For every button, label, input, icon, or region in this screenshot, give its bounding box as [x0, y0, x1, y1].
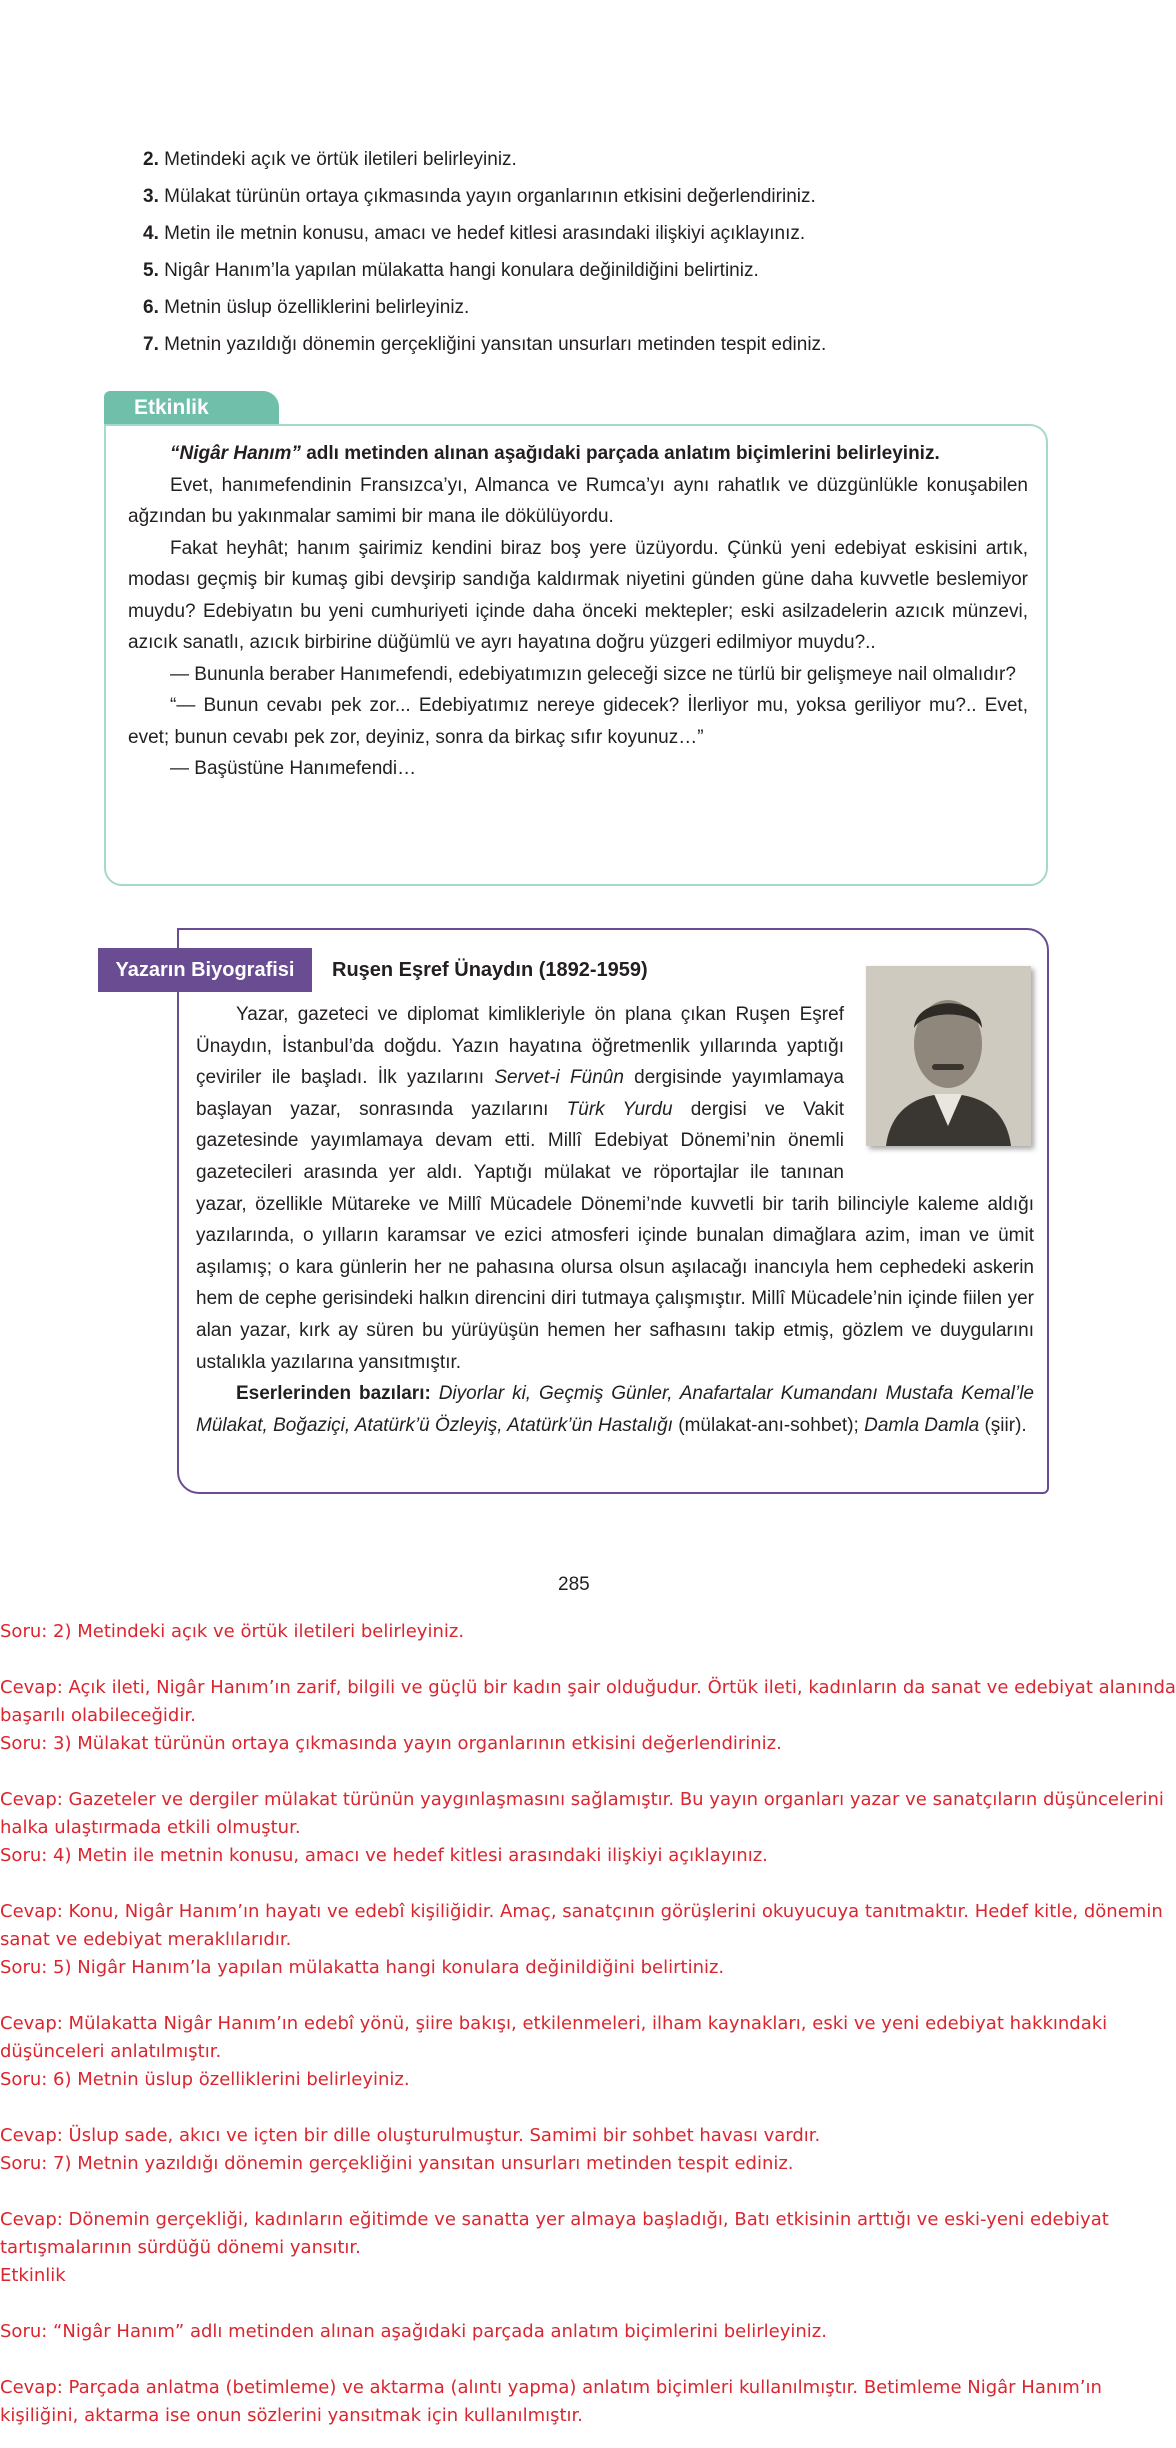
- answer-line: [0, 2094, 1176, 2122]
- answers-section: [0, 1618, 1176, 2430]
- question-number: 6.: [143, 297, 159, 318]
- etkinlik-tab: Etkinlik: [104, 391, 279, 424]
- answer-question: Soru: 2) Metindeki açık ve örtük iletileri belirleyiniz.: [0, 1621, 465, 1642]
- question-text: Nigâr Hanım’la yapılan mülakatta hangi konulara değinildiğini belirtiniz.: [164, 260, 759, 281]
- answer-text: Cevap: Açık ileti, Nigâr Hanım’ın zarif, bilgili ve güçlü bir kadın şair olduğudur. Örtük ileti, kadınların da sanat ve edebiyat alanında başarılı olabileceğidir.: [0, 1677, 1176, 1726]
- question-number: 2.: [143, 149, 159, 170]
- question-list: [143, 141, 1043, 363]
- author-name: Ruşen Eşref Ünaydın (1892-1959): [332, 959, 648, 981]
- answer-text: Cevap: Mülakatta Nigâr Hanım’ın edebî yönü, şiire bakışı, etkilenmeleri, ilham kaynakları, eski ve yeni edebiyat hakkındaki düşünceleri anlatılmıştır.: [0, 2013, 1113, 2062]
- etkinlik-paragraph: Evet, hanımefendinin Fransızca’yı, Almanca ve Rumca’yı aynı rahatlık ve düzgünlükle konuşabilen ağzından bu yakınmalar samimi bir mana ile dökülüyordu.: [128, 474, 1028, 527]
- works-paragraph: [196, 1378, 1034, 1441]
- answer-question: Soru: 5) Nigâr Hanım’la yapılan mülakatta hangi konulara değinildiğini belirtiniz.: [0, 1957, 725, 1978]
- biography-tag: Yazarın Biyografisi: [98, 948, 312, 992]
- etkinlik-paragraph: — Bununla beraber Hanımefendi, edebiyatımızın geleceği sizce ne türlü bir gelişmeye nail olmalıdır?: [170, 663, 1016, 685]
- question-number: 5.: [143, 260, 159, 281]
- answer-text: Cevap: Parçada anlatma (betimleme) ve aktarma (alıntı yapma) anlatım biçimleri kullanılmıştır. Betimleme Nigâr Hanım’ın kişiliğini, aktarma ise onun sözlerini yansıtmak için kullanılmıştır.: [0, 2377, 1108, 2426]
- works-label: Eserlerinden bazıları:: [236, 1383, 431, 1405]
- etkinlik-paragraph: — Başüstüne Hanımefendi…: [170, 758, 417, 779]
- bio-text-run: dergisinde yayımlamaya başlayan yazar, sonrasında yazılarını: [196, 1067, 844, 1120]
- instruction-title: “Nigâr Hanım”: [170, 443, 301, 464]
- etkinlik-instruction: [128, 438, 1028, 470]
- bio-text-run: Yazar, gazeteci ve diplomat kimlikleriyle ön plana çıkan Ruşen Eşref Ünaydın, İstanbul’da doğdu. Yazın hayatına öğretmenlik yıllarında yaptığı çeviriler ile başladı. İlk yazılarını: [196, 1004, 844, 1089]
- bio-text-run: dergisi ve Vakit gazetesinde yayımlamaya devam etti. Millî Edebiyat Dönemi’nin önemli gazetecileri arasında yer aldı. Yaptığı mülakat ve röportajlar ile tanınan yazar, özellikle Mütareke ve Millî Mücadele Dönemi’nde kuvvetli bir tarih bilinciyle kaleme aldığı yazılarında, o yılların karamsar ve ezici atmosferi içinde bunalan dimağlara azim, iman ve ümit aşılamış; o kara günlerin her ne pahasına olursa olsun aşılacağı inancıyla hem cephedeki askerin hem de cephe gerisindeki halkın direncini diri tutmaya çalışmıştır. Millî Mücadele’nin içinde fiilen yer alan yazar, kırk ay süren bu yürüyüşün hemen her safhasını takip etmiş, gözlem ve duygularını ustalıkla yazılarına yansıtmıştır.: [196, 1098, 1034, 1373]
- question-text: Metin ile metnin konusu, amacı ve hedef kitlesi arasındaki ilişkiyi açıklayınız.: [164, 223, 806, 244]
- answer-line: [0, 1982, 1176, 2010]
- answer-text: Cevap: Dönemin gerçekliği, kadınların eğitimde ve sanatta yer almaya başladığı, Batı etkisinin arttığı ve eski-yeni edebiyat tartışmalarının sürdüğü dönemi yansıtır.: [0, 2209, 1115, 2258]
- answer-question: Soru: “Nigâr Hanım” adlı metinden alınan aşağıdaki parçada anlatım biçimlerini belirleyiniz.: [0, 2321, 827, 2342]
- question-item: [143, 326, 1043, 363]
- question-text: Metnin yazıldığı dönemin gerçekliğini yansıtan unsurları metinden tespit ediniz.: [164, 334, 827, 355]
- bio-italic-run: Türk Yurdu: [566, 1098, 673, 1120]
- photo-spacer: [844, 999, 1034, 1159]
- bio-italic-run: Servet-i Fünûn: [494, 1067, 624, 1089]
- works-italic: Diyorlar ki, Geçmiş Günler, Anafartalar Kumandanı Mustafa Kemal’le Mülakat, Boğaziçi, Atatürk’ü Özleyiş, Atatürk’ün Hastalığı: [196, 1383, 1034, 1436]
- answer-line: [0, 1758, 1176, 1786]
- question-item: [143, 289, 1043, 326]
- question-item: [143, 252, 1043, 289]
- answer-question: Soru: 6) Metnin üslup özelliklerini belirleyiniz.: [0, 2069, 410, 2090]
- answer-question: Soru: 7) Metnin yazıldığı dönemin gerçekliğini yansıtan unsurları metinden tespit ediniz.: [0, 2153, 794, 2174]
- instruction-rest: adlı metinden alınan aşağıdaki parçada anlatım biçimlerini belirleyiniz.: [300, 443, 940, 464]
- question-number: 4.: [143, 223, 159, 244]
- answer-text: Cevap: Üslup sade, akıcı ve içten bir dille oluşturulmuştur. Samimi bir sohbet havası vardır.: [0, 2125, 821, 2146]
- answer-question: Soru: 3) Mülakat türünün ortaya çıkmasında yayın organlarının etkisini değerlendiriniz.: [0, 1733, 782, 1754]
- question-number: 7.: [143, 334, 159, 355]
- question-text: Metnin üslup özelliklerini belirleyiniz.: [164, 297, 470, 318]
- answer-line: [0, 2290, 1176, 2318]
- question-item: [143, 178, 1043, 215]
- question-item: [143, 141, 1043, 178]
- page-number: 285: [558, 1574, 590, 1595]
- works-text: (şiir).: [979, 1414, 1027, 1436]
- biography-text: [196, 999, 1034, 1441]
- answer-line: Etkinlik: [0, 2265, 66, 2286]
- answer-line: [0, 2178, 1176, 2206]
- etkinlik-paragraph: “— Bunun cevabı pek zor... Edebiyatımız nereye gidecek? İlerliyor mu, yoksa geriliyor mu?.. Evet, evet; bunun cevabı pek zor, deyiniz, sonra da birkaç sıfır koyunuz…”: [128, 695, 1028, 748]
- works-text: (mülakat-anı-sohbet);: [672, 1414, 865, 1436]
- etkinlik-content: [128, 438, 1028, 785]
- works-italic: Damla Damla: [864, 1414, 980, 1436]
- answer-line: [0, 2346, 1176, 2374]
- question-text: Metindeki açık ve örtük iletileri belirleyiniz.: [164, 149, 517, 170]
- answer-text: Cevap: Konu, Nigâr Hanım’ın hayatı ve edebî kişiliğidir. Amaç, sanatçının görüşlerini okuyucuya tanıtmaktır. Hedef kitle, dönemin sanat ve edebiyat meraklılarıdır.: [0, 1901, 1169, 1950]
- question-number: 3.: [143, 186, 159, 207]
- answer-question: Soru: 4) Metin ile metnin konusu, amacı ve hedef kitlesi arasındaki ilişkiyi açıklayınız.: [0, 1845, 768, 1866]
- etkinlik-paragraph: Fakat heyhât; hanım şairimiz kendini biraz boş yere üzüyordu. Çünkü yeni edebiyat eskisini artık, modası geçmiş bir kumaş gibi devşirip sandığa kaldırmak niyetini günden güne daha kuvvetle beslemiyor muydu? Edebiyatın bu yeni cumhuriyeti içinde daha önceki mektepler; eski asilzadelerin azıcık münzevi, azıcık sanatlı, azıcık birbirine düğümlü ve ayrı hayatına doğru yüzgeri edilmiyor muydu?..: [128, 537, 1028, 653]
- answer-text: Cevap: Gazeteler ve dergiler mülakat türünün yaygınlaşmasını sağlamıştır. Bu yayın organları yazar ve sanatçıların düşüncelerini halka ulaştırmada etkili olmuştur.: [0, 1789, 1170, 1838]
- answer-line: [0, 1646, 1176, 1674]
- question-text: Mülakat türünün ortaya çıkmasında yayın organlarının etkisini değerlendiriniz.: [164, 186, 816, 207]
- question-item: [143, 215, 1043, 252]
- answer-line: [0, 1870, 1176, 1898]
